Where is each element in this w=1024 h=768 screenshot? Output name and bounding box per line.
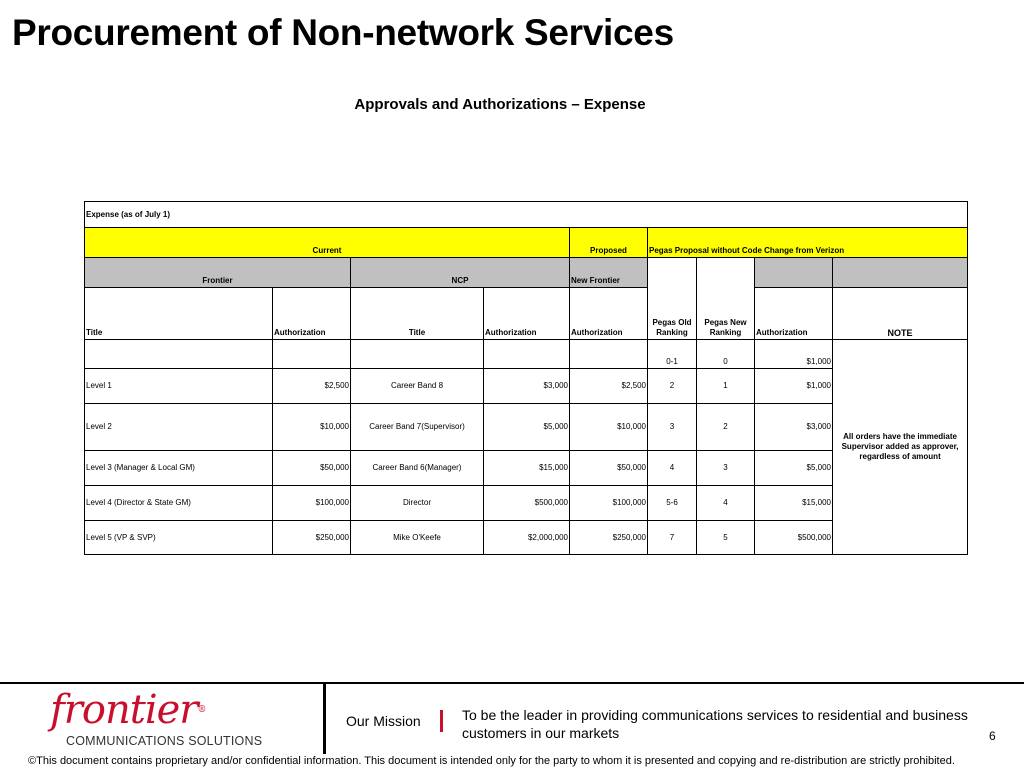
cell-pegas-old-ranking: 4	[648, 451, 697, 486]
subgroup-ncp: NCP	[351, 258, 570, 288]
header-ncp-title: Title	[351, 288, 484, 340]
cell-ncp-title: Mike O'Keefe	[351, 521, 484, 555]
cell-pegas-authorization: $15,000	[755, 486, 833, 521]
cell-authorization: $250,000	[273, 521, 351, 555]
note-text: All orders have the immediate Supervisor added as approver, regardless of amount	[833, 340, 968, 555]
cell-ncp-authorization: $5,000	[484, 404, 570, 451]
cell-authorization: $50,000	[273, 451, 351, 486]
page-number: 6	[989, 729, 996, 743]
mission-statement: To be the leader in providing communications services to residential and business customers in our markets	[462, 707, 968, 741]
cell-pegas-old-ranking: 0-1	[648, 340, 697, 369]
cell-title: Level 3 (Manager & Local GM)	[85, 451, 273, 486]
cell-pegas-old-ranking: 7	[648, 521, 697, 555]
cell-blank	[85, 340, 273, 369]
footer-divider	[0, 682, 1024, 684]
cell-new-frontier-authorization: $50,000	[570, 451, 648, 486]
page-subtitle: Approvals and Authorizations – Expense	[354, 96, 646, 113]
mission-label: Our Mission	[346, 713, 421, 729]
cell-title: Level 2	[85, 404, 273, 451]
group-header-row	[85, 228, 968, 258]
cell-pegas-authorization: $1,000	[755, 340, 833, 369]
cell-blank	[570, 340, 648, 369]
cell-authorization: $2,500	[273, 369, 351, 404]
cell-ncp-title: Career Band 8	[351, 369, 484, 404]
group-proposed: Proposed	[570, 228, 648, 258]
header-pegas-old-ranking: Pegas Old Ranking	[648, 258, 697, 340]
cell-pegas-authorization: $5,000	[755, 451, 833, 486]
cell-pegas-authorization: $3,000	[755, 404, 833, 451]
subgroup-frontier: Frontier	[85, 258, 351, 288]
subgroup-header-row	[85, 258, 968, 288]
cell-pegas-new-ranking: 2	[697, 404, 755, 451]
header-title: Title	[85, 288, 273, 340]
header-pegas-new-ranking: Pegas New Ranking	[697, 258, 755, 340]
table-caption: Expense (as of July 1)	[85, 202, 968, 228]
cell-new-frontier-authorization: $250,000	[570, 521, 648, 555]
subgroup-pegas-blank	[755, 258, 833, 288]
table-row	[85, 340, 968, 369]
cell-authorization: $100,000	[273, 486, 351, 521]
table-caption-row	[85, 202, 968, 228]
cell-title: Level 4 (Director & State GM)	[85, 486, 273, 521]
cell-pegas-new-ranking: 0	[697, 340, 755, 369]
cell-ncp-title: Career Band 7(Supervisor)	[351, 404, 484, 451]
cell-title: Level 1	[85, 369, 273, 404]
expense-authorization-table	[84, 201, 968, 555]
cell-pegas-old-ranking: 5-6	[648, 486, 697, 521]
logo-tagline: COMMUNICATIONS SOLUTIONS	[66, 734, 263, 748]
header-authorization: Authorization	[273, 288, 351, 340]
cell-new-frontier-authorization: $2,500	[570, 369, 648, 404]
frontier-logo	[50, 688, 280, 750]
footer-vertical-divider	[323, 684, 326, 754]
logo-wordmark: frontier®	[50, 687, 206, 733]
group-pegas: Pegas Proposal without Code Change from Verizon	[648, 228, 968, 258]
cell-pegas-new-ranking: 1	[697, 369, 755, 404]
copyright-notice: ©This document contains proprietary and/or confidential information. This document is intended only for the party to whom it is presented and copying and re-distribution are strictly prohibited.	[28, 755, 955, 767]
cell-pegas-new-ranking: 3	[697, 451, 755, 486]
cell-authorization: $10,000	[273, 404, 351, 451]
cell-ncp-authorization: $2,000,000	[484, 521, 570, 555]
column-header-row	[85, 288, 968, 340]
header-pegas-authorization: Authorization	[755, 288, 833, 340]
cell-new-frontier-authorization: $100,000	[570, 486, 648, 521]
cell-blank	[273, 340, 351, 369]
header-note: NOTE	[833, 288, 968, 340]
cell-pegas-old-ranking: 2	[648, 369, 697, 404]
cell-blank	[484, 340, 570, 369]
cell-blank	[351, 340, 484, 369]
cell-ncp-authorization: $500,000	[484, 486, 570, 521]
cell-pegas-new-ranking: 5	[697, 521, 755, 555]
header-ncp-authorization: Authorization	[484, 288, 570, 340]
cell-ncp-authorization: $3,000	[484, 369, 570, 404]
subgroup-note-blank	[833, 258, 968, 288]
cell-ncp-authorization: $15,000	[484, 451, 570, 486]
mission-separator	[440, 710, 443, 732]
cell-pegas-new-ranking: 4	[697, 486, 755, 521]
cell-ncp-title: Director	[351, 486, 484, 521]
cell-pegas-authorization: $1,000	[755, 369, 833, 404]
cell-ncp-title: Career Band 6(Manager)	[351, 451, 484, 486]
subgroup-new-frontier: New Frontier	[570, 258, 648, 288]
cell-pegas-authorization: $500,000	[755, 521, 833, 555]
registered-mark: ®	[197, 705, 206, 715]
header-new-frontier-authorization: Authorization	[570, 288, 648, 340]
cell-pegas-old-ranking: 3	[648, 404, 697, 451]
page-title: Procurement of Non-network Services	[12, 12, 674, 53]
group-current: Current	[85, 228, 570, 258]
cell-new-frontier-authorization: $10,000	[570, 404, 648, 451]
cell-title: Level 5 (VP & SVP)	[85, 521, 273, 555]
